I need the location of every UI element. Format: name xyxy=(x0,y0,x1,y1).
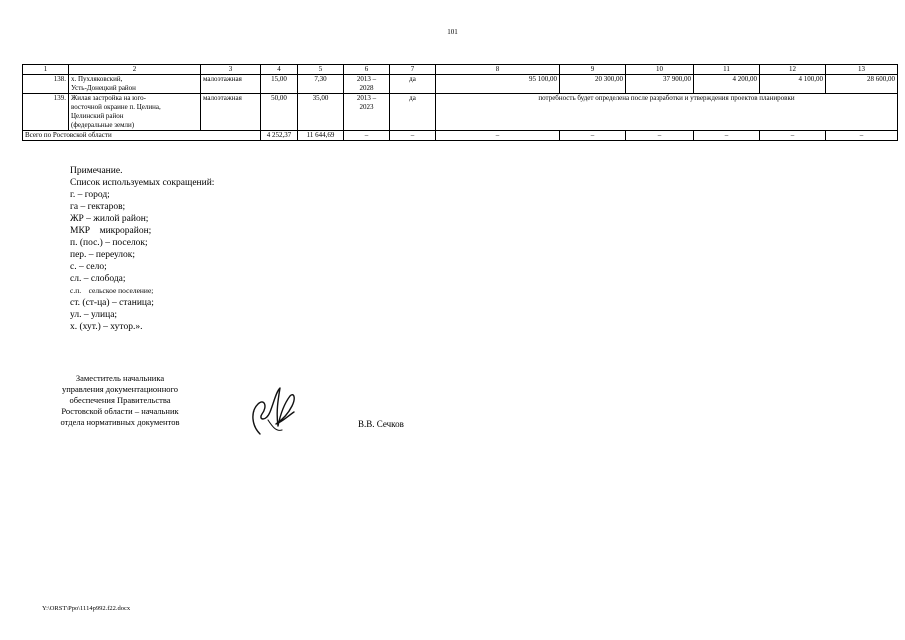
abbreviation-item: х. (хут.) – хутор.». xyxy=(70,322,143,332)
total-dash: – xyxy=(626,131,694,141)
abbreviation-item: га – гектаров; xyxy=(70,202,126,212)
period-line: 2013 – xyxy=(356,75,377,83)
file-path: Y:\ORST\Ppo\1114p992.f22.docx xyxy=(42,605,131,612)
signatory-title-line: отдела нормативных документов xyxy=(60,417,180,427)
notes-heading: Примечание. xyxy=(70,166,123,176)
total-col5: 11 644,69 xyxy=(298,131,344,141)
housing-table xyxy=(22,64,898,141)
row-type: малоэтажная xyxy=(201,75,261,94)
row-col8: 95 100,00 xyxy=(436,75,560,94)
row-col13: 28 600,00 xyxy=(826,75,898,94)
total-dash: – xyxy=(344,131,390,141)
row-name xyxy=(69,75,201,94)
abbreviation-item: ул. – улица; xyxy=(70,310,118,320)
header-cell: 13 xyxy=(826,65,898,75)
row-col7: да xyxy=(390,75,436,94)
row-name-line: х. Пухляковский, xyxy=(71,75,123,83)
header-cell: 5 xyxy=(298,65,344,75)
row-col4: 15,00 xyxy=(261,75,298,94)
row-col4: 50,00 xyxy=(261,94,298,131)
header-cell: 8 xyxy=(436,65,560,75)
total-dash: – xyxy=(390,131,436,141)
row-number: 139. xyxy=(23,94,69,131)
page-number: 101 xyxy=(447,28,458,36)
abbreviation-item: п. (пос.) – поселок; xyxy=(70,238,148,248)
total-dash: – xyxy=(760,131,826,141)
notes-block xyxy=(70,165,214,333)
signatory-title-line: управления документационного xyxy=(61,384,179,394)
header-cell: 9 xyxy=(560,65,626,75)
table-row xyxy=(23,94,898,131)
abbreviation-item: г. – город; xyxy=(70,190,110,200)
header-cell: 1 xyxy=(23,65,69,75)
header-cell: 3 xyxy=(201,65,261,75)
row-name-line: Жилая застройка на юго- xyxy=(71,94,146,102)
total-dash: – xyxy=(826,131,898,141)
abbreviation-item: МКР микрорайон; xyxy=(70,226,152,236)
signatory-title-line: обеспечения Правительства xyxy=(69,395,171,405)
abbreviation-item: ЖР – жилой район; xyxy=(70,214,149,224)
abbreviation-item: с.п. сельское поселение; xyxy=(70,286,154,295)
abbreviation-item: сл. – слобода; xyxy=(70,274,126,284)
abbreviation-item: с. – село; xyxy=(70,262,107,272)
header-cell: 12 xyxy=(760,65,826,75)
row-name-line: восточной окраине п. Целина, xyxy=(71,103,161,111)
row-col11: 4 200,00 xyxy=(694,75,760,94)
row-col12: 4 100,00 xyxy=(760,75,826,94)
total-dash: – xyxy=(694,131,760,141)
period-line: 2028 xyxy=(359,84,374,92)
row-period xyxy=(344,75,390,94)
period-line: 2023 xyxy=(359,103,374,111)
notes-subheading: Список используемых сокращений: xyxy=(70,178,215,188)
row-number: 138. xyxy=(23,75,69,94)
abbreviation-item: ст. (ст-ца) – станица; xyxy=(70,298,154,308)
handwritten-signature xyxy=(246,382,302,438)
row-col7: да xyxy=(390,94,436,131)
row-name-line: (федеральные земли) xyxy=(71,121,135,129)
row-span-note: потребность будет определена после разработки и утверждения проектов планировки xyxy=(436,94,898,131)
total-row xyxy=(23,131,898,141)
row-type: малоэтажная xyxy=(201,94,261,131)
header-row xyxy=(23,65,898,75)
table-row xyxy=(23,75,898,94)
row-col10: 37 900,00 xyxy=(626,75,694,94)
header-cell: 10 xyxy=(626,65,694,75)
header-cell: 6 xyxy=(344,65,390,75)
header-cell: 4 xyxy=(261,65,298,75)
period-line: 2013 – xyxy=(356,94,377,102)
total-dash: – xyxy=(560,131,626,141)
signatory-title-line: Ростовской области – начальник xyxy=(61,406,179,416)
signatory-title xyxy=(40,373,200,428)
row-col9: 20 300,00 xyxy=(560,75,626,94)
signatory-name: В.В. Сечков xyxy=(358,419,404,429)
row-name-line: Целинский район xyxy=(71,112,124,120)
total-label: Всего по Ростовской области xyxy=(23,131,261,141)
row-col5: 7,30 xyxy=(298,75,344,94)
total-dash: – xyxy=(436,131,560,141)
header-cell: 2 xyxy=(69,65,201,75)
header-cell: 7 xyxy=(390,65,436,75)
total-col4: 4 252,37 xyxy=(261,131,298,141)
row-col5: 35,00 xyxy=(298,94,344,131)
signatory-title-line: Заместитель начальника xyxy=(75,373,165,383)
row-name xyxy=(69,94,201,131)
abbreviation-item: пер. – переулок; xyxy=(70,250,136,260)
header-cell: 11 xyxy=(694,65,760,75)
row-period xyxy=(344,94,390,131)
row-name-line: Усть-Донецкий район xyxy=(71,84,136,92)
